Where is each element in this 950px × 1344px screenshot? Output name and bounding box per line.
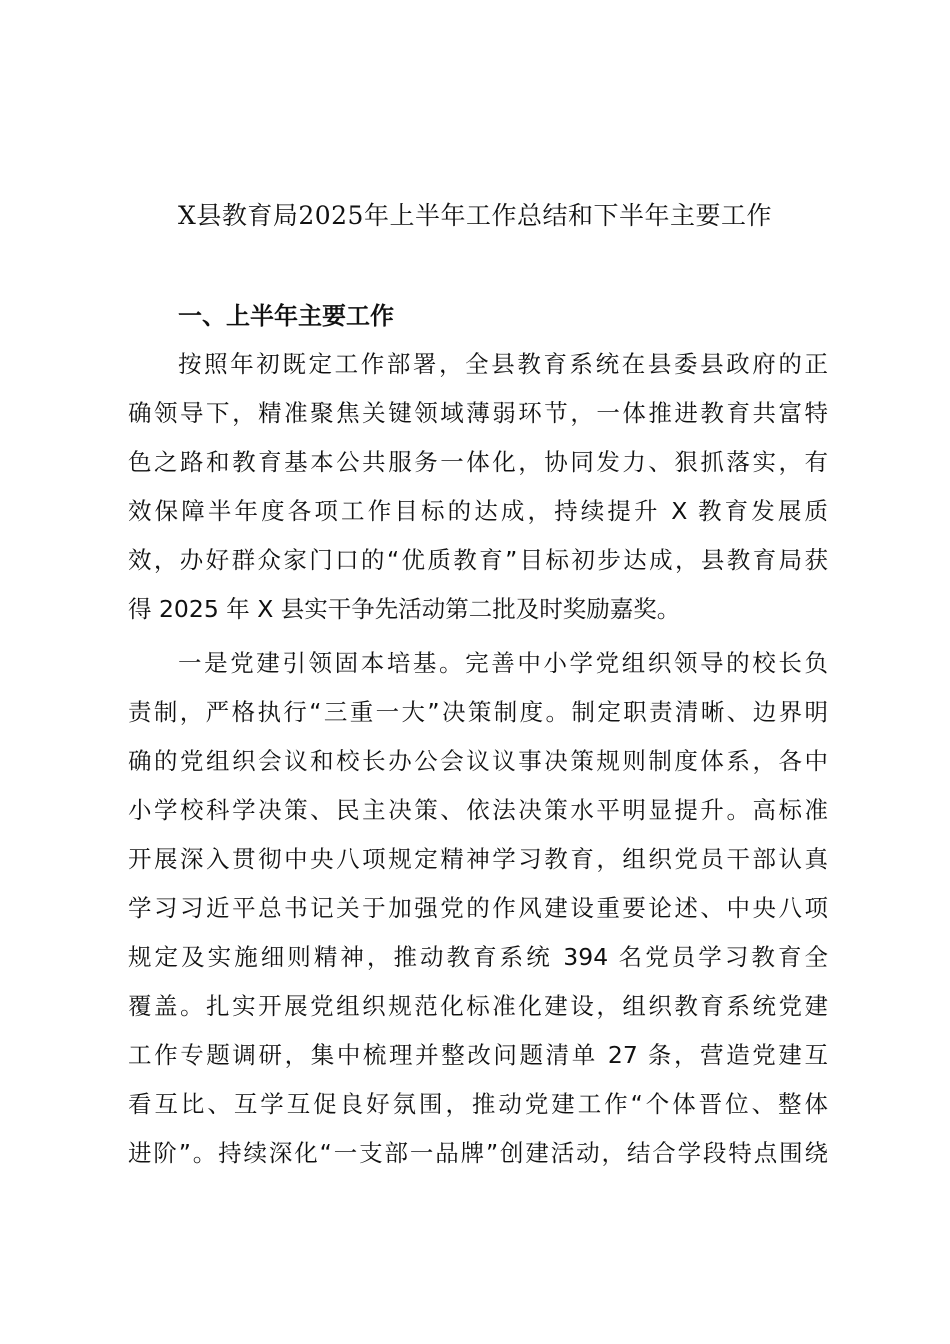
paragraph-line: 覆盖。扎实开展党组织规范化标准化建设，组织教育系统党建 bbox=[128, 992, 828, 1020]
paragraph-line: 效，办好群众家门口的“优质教育”目标初步达成，县教育局获 bbox=[128, 546, 828, 574]
paragraph-line: 责制，严格执行“三重一大”决策制度。制定职责清晰、边界明 bbox=[128, 698, 828, 726]
paragraph-line: 按照年初既定工作部署，全县教育系统在县委县政府的正 bbox=[178, 350, 828, 378]
paragraph-line: 确领导下，精准聚焦关键领域薄弱环节，一体推进教育共富特 bbox=[128, 399, 828, 427]
section-heading: 一、上半年主要工作 bbox=[178, 302, 394, 330]
paragraph-line: 确的党组织会议和校长办公会议议事决策规则制度体系，各中 bbox=[128, 747, 828, 775]
paragraph-line: 小学校科学决策、民主决策、依法决策水平明显提升。高标准 bbox=[128, 796, 828, 824]
paragraph-line: 看互比、互学互促良好氛围，推动党建工作“个体晋位、整体 bbox=[128, 1090, 828, 1118]
paragraph-line: 开展深入贯彻中央八项规定精神学习教育，组织党员干部认真 bbox=[128, 845, 828, 873]
paragraph-line: 一是党建引领固本培基。完善中小学党组织领导的校长负 bbox=[178, 649, 828, 677]
document-title: X县教育局2025年上半年工作总结和下半年主要工作 bbox=[178, 201, 772, 230]
paragraph-line: 色之路和教育基本公共服务一体化，协同发力、狠抓落实，有 bbox=[128, 448, 828, 476]
paragraph-line-last: 得 2025 年 X 县实干争先活动第二批及时奖励嘉奖。 bbox=[128, 595, 681, 623]
paragraph-line: 进阶”。持续深化“一支部一品牌”创建活动，结合学段特点围绕 bbox=[128, 1139, 828, 1167]
paragraph-line: 工作专题调研，集中梳理并整改问题清单 27 条，营造党建互 bbox=[128, 1041, 828, 1069]
paragraph-line: 规定及实施细则精神，推动教育系统 394 名党员学习教育全 bbox=[128, 943, 828, 971]
paragraph-line: 效保障半年度各项工作目标的达成，持续提升 X 教育发展质 bbox=[128, 497, 828, 525]
paragraph-line: 学习习近平总书记关于加强党的作风建设重要论述、中央八项 bbox=[128, 894, 828, 922]
